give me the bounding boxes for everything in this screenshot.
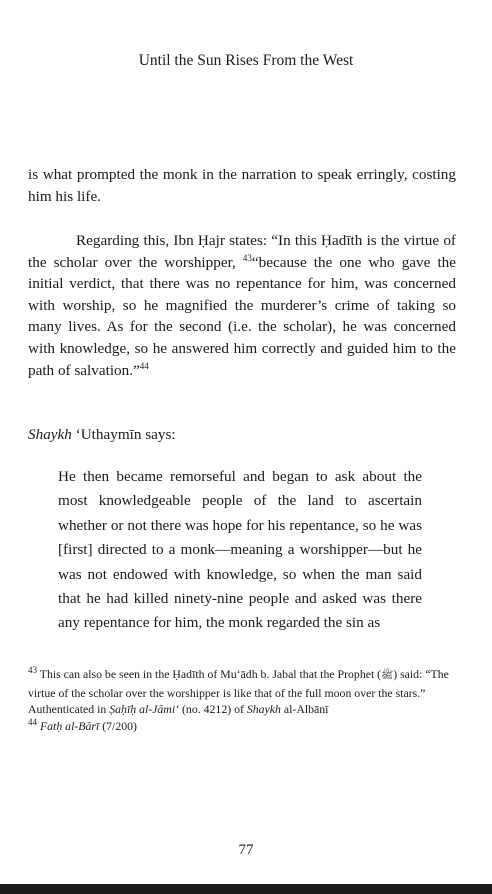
running-head: Until the Sun Rises From the West [138, 52, 354, 69]
page-number: 77 [238, 842, 254, 858]
block-quote: He then became remorseful and began to ask about the most knowledgeable people of the land to ascertain whether or not there was hope for his repentance, so he was [first] directed to a monk—meaning a worshipper—but he was not endowed with knowledge, so when the man said that he had killed ninety-nine people and asked was there any repentance for him, the monk regarded the sin as [58, 468, 422, 632]
footnote-source: Ṣaḥīḥ al-Jāmi‘ [109, 702, 180, 717]
footnote-ref-43: 43 [242, 252, 252, 263]
shaykh-italic: Shaykh [28, 426, 72, 443]
scan-edge [0, 884, 492, 894]
footnote-number: 43 [28, 665, 37, 676]
paragraph-text-start: Regarding this, Ibn Ḥajr states: “In this Ḥadīth is the virtue of the scholar over the worshipper, [28, 232, 456, 271]
paragraph-uthaymin [28, 424, 456, 446]
shaykh-italic: Shaykh [246, 702, 281, 717]
footnote-ref-44: 44 [139, 360, 149, 371]
footnote-text: ) said: “The virtue of the scholar over the worshipper is like that of the full moon over the stars.” Authenticated in [28, 667, 449, 717]
footnote-text: (no. 4212) of [179, 702, 247, 717]
salawat-glyph: ﷺ [381, 670, 394, 681]
paragraph-ibn-hajr [28, 230, 456, 381]
footnote-text: This can also be seen in the Ḥadīth of Mu‘ādh b. Jabal that the Prophet ( [37, 667, 382, 681]
paragraph-text-end: “because the one who gave the initial verdict, that there was no repentance for him, was concerned with worship, so he magnified the murderer’s crime of taking so many lives. As for the second (i.e. the scholar), he was concerned with knowledge, so he answered him correctly and guided him to the path of salvation.” [28, 253, 457, 379]
paragraph-text: ‘Uthaymīn says: [71, 426, 176, 443]
footnote-source: Fatḥ al-Bārī [39, 718, 100, 733]
footnote-text: al-Albānī [280, 702, 329, 717]
paragraph-continuation: is what prompted the monk in the narration to speak erringly, costing him his life. [28, 166, 456, 205]
footnote-43 [28, 666, 456, 718]
footnote-number: 44 [28, 716, 37, 727]
footnote-text: (7/200) [99, 718, 137, 733]
footnotes [28, 666, 456, 734]
footnote-44 [28, 718, 456, 735]
